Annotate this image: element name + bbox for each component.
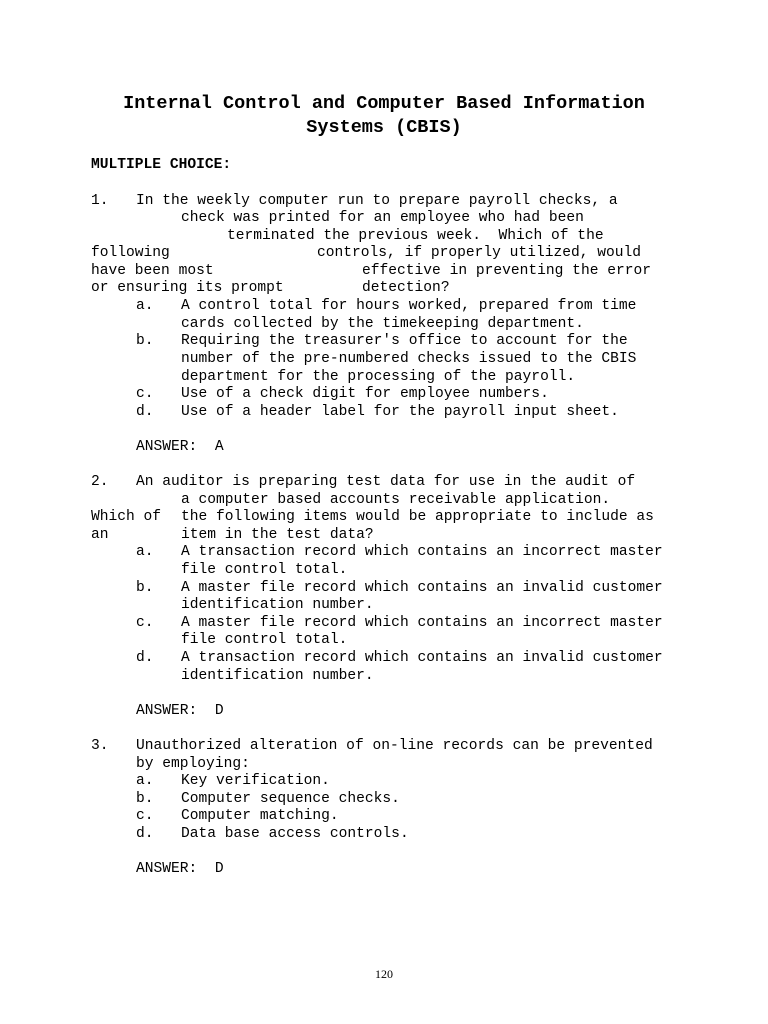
option-letter: b. [136,580,154,596]
option-letter: a. [136,298,154,314]
answer: ANSWER: A [136,439,224,455]
option-text: identification number. [181,668,374,684]
option-letter: b. [136,333,154,349]
option-text: Use of a check digit for employee numbers. [181,386,549,402]
option-text: cards collected by the timekeeping department. [181,316,584,332]
option-letter: a. [136,773,154,789]
question-text: have been most [91,263,214,279]
answer: ANSWER: D [136,703,224,719]
question-text: an [91,527,109,543]
option-letter: c. [136,386,154,402]
option-text: file control total. [181,632,348,648]
option-text: file control total. [181,562,348,578]
title-line-1: Internal Control and Computer Based Information [123,93,645,114]
question-text: the following items would be appropriate to include as [181,509,654,525]
page-number: 120 [375,967,393,981]
option-letter: a. [136,544,154,560]
option-text: department for the processing of the payroll. [181,369,576,385]
option-text: Key verification. [181,773,330,789]
answer: ANSWER: D [136,861,224,877]
question-text: following [91,245,170,261]
option-text: A master file record which contains an invalid customer [181,580,663,596]
section-heading: MULTIPLE CHOICE: [91,157,232,173]
option-text: Computer matching. [181,808,339,824]
option-letter: b. [136,791,154,807]
title-line-2: Systems (CBIS) [306,117,462,138]
page-title [0,92,768,140]
question-text: An auditor is preparing test data for use in the audit of [136,474,636,490]
question-number: 1. [91,193,109,209]
option-text: Data base access controls. [181,826,409,842]
question-number: 3. [91,738,109,754]
question-text: Unauthorized alteration of on-line records can be prevented [136,738,653,754]
question-text: In the weekly computer run to prepare payroll checks, a [136,193,618,209]
option-letter: c. [136,808,154,824]
option-text: A transaction record which contains an invalid customer [181,650,663,666]
question-text: detection? [362,280,450,296]
question-text: terminated the previous week. Which of the [227,228,604,244]
option-letter: d. [136,650,154,666]
option-text: A master file record which contains an incorrect master [181,615,663,631]
option-letter: d. [136,826,154,842]
question-text: effective in preventing the error [362,263,652,279]
option-text: identification number. [181,597,374,613]
option-text: A transaction record which contains an incorrect master [181,544,663,560]
option-text: Requiring the treasurer's office to account for the [181,333,628,349]
option-letter: c. [136,615,154,631]
option-text: Computer sequence checks. [181,791,400,807]
question-text: check was printed for an employee who had been [181,210,584,226]
question-text: or ensuring its prompt [91,280,284,296]
option-text: number of the pre-numbered checks issued to the CBIS [181,351,637,367]
question-text: item in the test data? [181,527,374,543]
question-number: 2. [91,474,109,490]
question-text: Which of [91,509,162,525]
question-text: controls, if properly utilized, would [317,245,642,261]
option-text: A control total for hours worked, prepared from time [181,298,637,314]
option-letter: d. [136,404,154,420]
question-text: by employing: [136,756,250,772]
question-text: a computer based accounts receivable application. [181,492,611,508]
option-text: Use of a header label for the payroll input sheet. [181,404,619,420]
